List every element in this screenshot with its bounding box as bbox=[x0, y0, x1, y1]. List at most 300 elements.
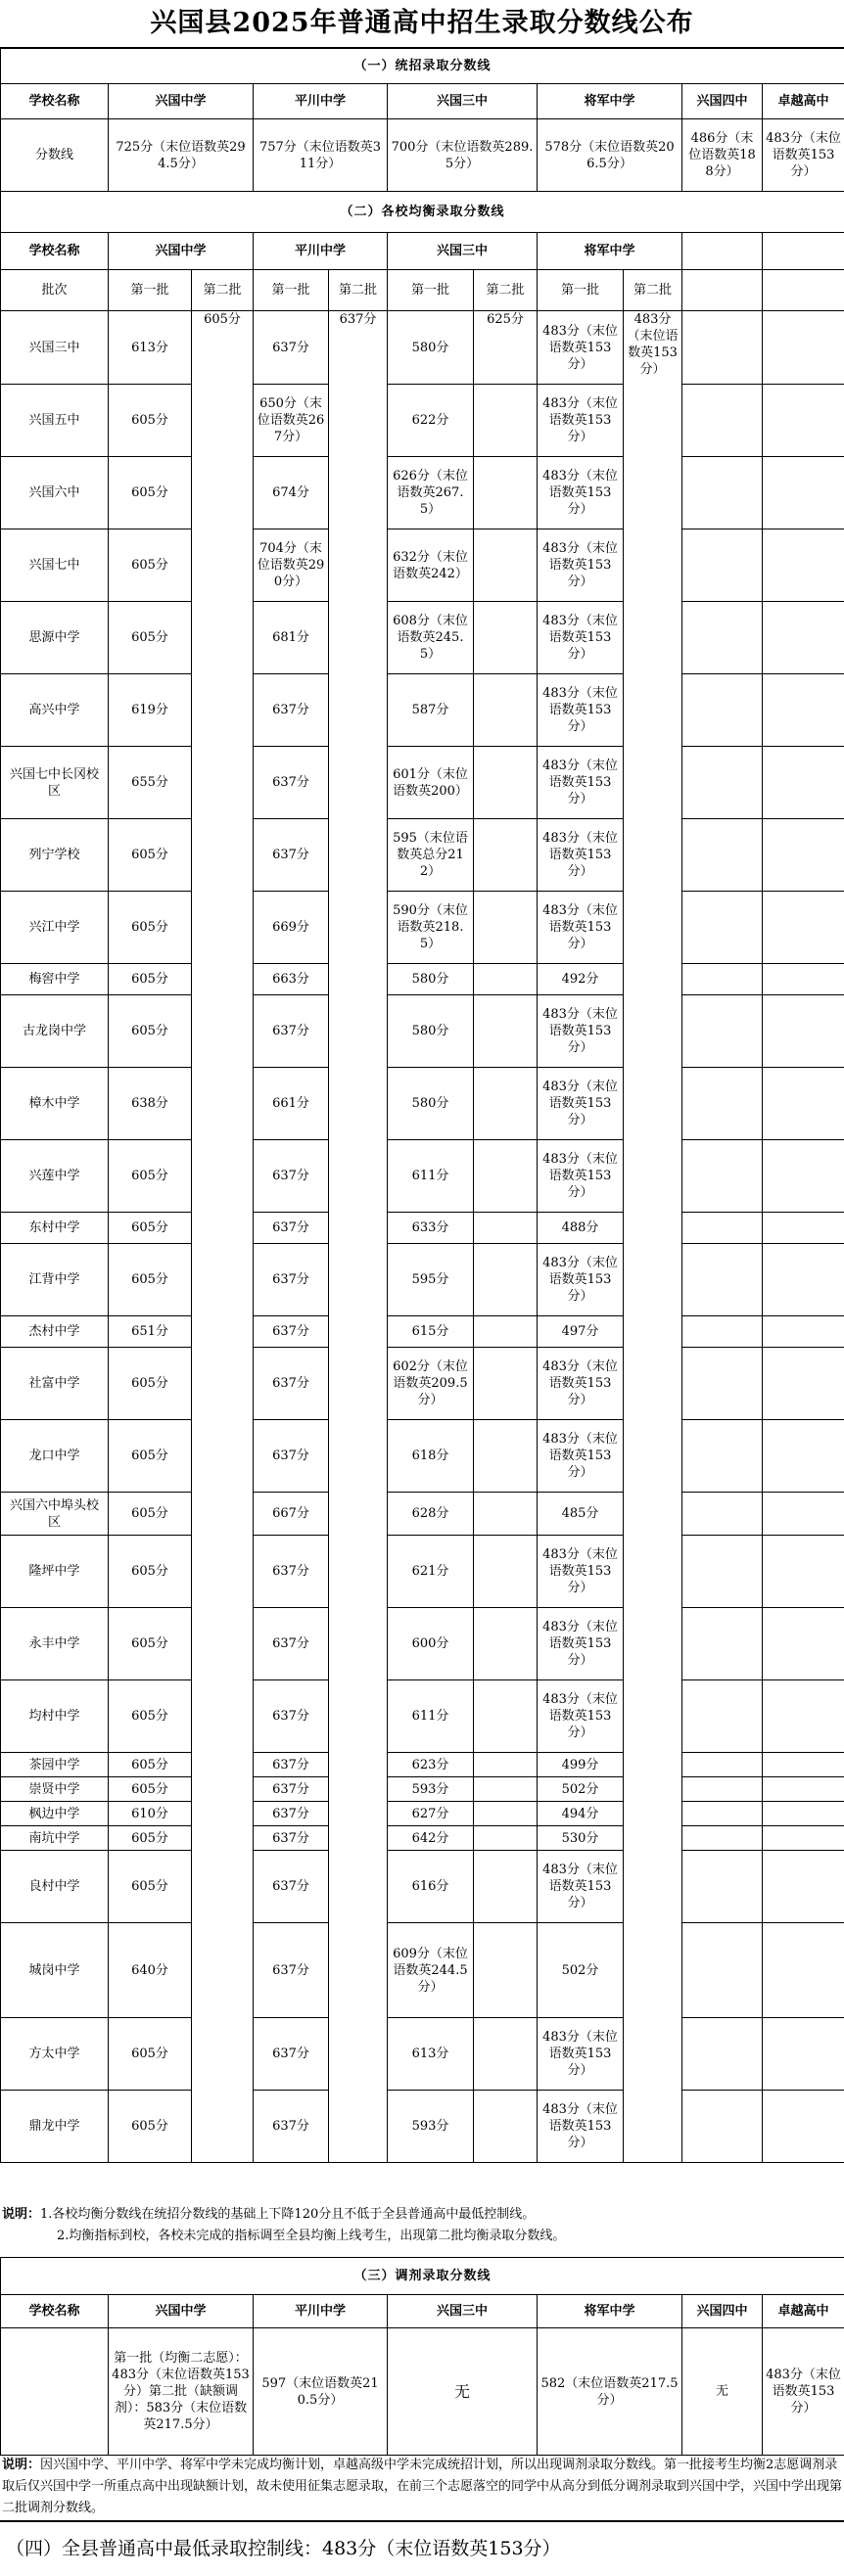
empty-cell bbox=[763, 233, 844, 270]
section1-table bbox=[0, 48, 844, 192]
empty-cell bbox=[682, 995, 763, 1068]
s3-batch2-score bbox=[474, 602, 538, 674]
s3-batch1-score: 628分 bbox=[388, 1493, 474, 1536]
empty-cell bbox=[763, 674, 844, 747]
row-school-name: 东村中学 bbox=[1, 1213, 109, 1244]
xgzx-batch1-score: 605分 bbox=[109, 457, 192, 529]
table-row bbox=[1, 674, 844, 747]
row-school-name: 南坑中学 bbox=[1, 1826, 109, 1851]
pczx-batch1-score: 637分 bbox=[254, 1348, 329, 1420]
s3-batch2-score bbox=[474, 1680, 538, 1753]
s3-batch2-score bbox=[474, 1536, 538, 1608]
table-row bbox=[1, 1213, 844, 1244]
table-row bbox=[1, 1851, 844, 1923]
table-row bbox=[1, 529, 844, 602]
xgzx-batch1-score: 605分 bbox=[109, 1777, 192, 1802]
xgzx-batch1-score: 605分 bbox=[109, 1680, 192, 1753]
s3-batch2-score: 625分 bbox=[474, 311, 538, 385]
score-cell: 483分（末位语数英153分） bbox=[763, 119, 844, 192]
s3-batch1-score: 615分 bbox=[388, 1316, 474, 1348]
pczx-batch1-score: 637分 bbox=[254, 995, 329, 1068]
school-name-header: 学校名称 bbox=[1, 2295, 109, 2328]
xgzx-batch1-score: 610分 bbox=[109, 1802, 192, 1826]
jjzx-batch1-score: 488分 bbox=[538, 1213, 624, 1244]
row-school-name: 枫边中学 bbox=[1, 1802, 109, 1826]
s3-batch1-score: 623分 bbox=[388, 1753, 474, 1777]
s3-batch2-score bbox=[474, 1777, 538, 1802]
batch1-label: 第一批 bbox=[109, 270, 192, 311]
empty-cell bbox=[682, 270, 763, 311]
table-row bbox=[1, 385, 844, 457]
empty-cell bbox=[1, 2328, 109, 2456]
xgzx-batch1-score: 605分 bbox=[109, 995, 192, 1068]
jjzx-batch1-score: 483分（末位语数英153分） bbox=[538, 602, 624, 674]
empty-cell bbox=[763, 270, 844, 311]
adjust-score-cell: 483分（末位语数英153分） bbox=[763, 2328, 844, 2456]
batch2-label: 第二批 bbox=[329, 270, 388, 311]
row-school-name: 城岗中学 bbox=[1, 1923, 109, 2018]
row-school-name: 兴国六中 bbox=[1, 457, 109, 529]
jjzx-batch1-score: 483分（末位语数英153分） bbox=[538, 385, 624, 457]
table-row bbox=[1, 747, 844, 819]
table-row bbox=[1, 1608, 844, 1680]
pczx-batch1-score: 637分 bbox=[254, 1140, 329, 1213]
empty-cell bbox=[763, 2018, 844, 2091]
empty-cell bbox=[763, 602, 844, 674]
empty-cell bbox=[763, 747, 844, 819]
row-school-name: 江背中学 bbox=[1, 1244, 109, 1316]
s3-batch1-score: 595分 bbox=[388, 1244, 474, 1316]
s3-batch1-score: 626分（末位语数英267.5） bbox=[388, 457, 474, 529]
xgzx-batch1-score: 605分 bbox=[109, 1826, 192, 1851]
pczx-batch1-score: 637分 bbox=[254, 819, 329, 892]
row-school-name: 方太中学 bbox=[1, 2018, 109, 2091]
row-school-name: 梅窖中学 bbox=[1, 964, 109, 995]
pczx-batch1-score: 637分 bbox=[254, 1923, 329, 2018]
empty-cell bbox=[763, 1536, 844, 1608]
table-row bbox=[1, 1826, 844, 1851]
pczx-batch1-score: 637分 bbox=[254, 1680, 329, 1753]
section3-note bbox=[0, 2455, 842, 2519]
school-name-header: 学校名称 bbox=[1, 84, 109, 119]
section2-title: （二）各校均衡录取分数线 bbox=[1, 192, 844, 233]
pczx-batch2-score: 637分 bbox=[329, 311, 388, 2163]
school-header: 兴国中学 bbox=[109, 2295, 254, 2328]
empty-cell bbox=[763, 1802, 844, 1826]
s3-batch1-score: 593分 bbox=[388, 1777, 474, 1802]
empty-cell bbox=[763, 1493, 844, 1536]
xgzx-batch2-score: 605分 bbox=[192, 311, 254, 2163]
empty-cell bbox=[682, 1244, 763, 1316]
jjzx-batch1-score: 483分（末位语数英153分） bbox=[538, 1536, 624, 1608]
empty-cell bbox=[682, 674, 763, 747]
s3-batch1-score: 580分 bbox=[388, 1068, 474, 1140]
score-cell: 725分（末位语数英294.5分） bbox=[109, 119, 254, 192]
note-line-2: 2.均衡指标到校，各校未完成的指标调至全县均衡上线考生，出现第二批均衡录取分数线。 bbox=[57, 2229, 566, 2243]
s3-batch2-score bbox=[474, 1213, 538, 1244]
table-row bbox=[1, 2091, 844, 2163]
row-school-name: 兴江中学 bbox=[1, 892, 109, 964]
xgzx-batch1-score: 605分 bbox=[109, 1851, 192, 1923]
school-header: 卓越高中 bbox=[763, 2295, 844, 2328]
empty-cell bbox=[763, 385, 844, 457]
jjzx-batch1-score: 483分（末位语数英153分） bbox=[538, 995, 624, 1068]
pczx-batch1-score: 650分（末位语数英267分） bbox=[254, 385, 329, 457]
s3-batch1-score: 621分 bbox=[388, 1536, 474, 1608]
jjzx-batch1-score: 483分（末位语数英153分） bbox=[538, 2018, 624, 2091]
s3-batch1-score: 601分（末位语数英200） bbox=[388, 747, 474, 819]
empty-cell bbox=[682, 747, 763, 819]
empty-cell bbox=[763, 1213, 844, 1244]
xgzx-batch1-score: 605分 bbox=[109, 1420, 192, 1493]
empty-cell bbox=[763, 819, 844, 892]
s3-batch1-score: 622分 bbox=[388, 385, 474, 457]
pczx-batch1-score: 637分 bbox=[254, 1536, 329, 1608]
xgzx-batch1-score: 605分 bbox=[109, 385, 192, 457]
jjzx-batch1-score: 502分 bbox=[538, 1923, 624, 2018]
xgzx-batch1-score: 605分 bbox=[109, 2018, 192, 2091]
s3-batch2-score bbox=[474, 892, 538, 964]
section2-note bbox=[0, 2204, 844, 2247]
s3-batch1-score: 595（末位语数英总分212） bbox=[388, 819, 474, 892]
jjzx-batch1-score: 485分 bbox=[538, 1493, 624, 1536]
jjzx-batch1-score: 483分（末位语数英153分） bbox=[538, 747, 624, 819]
empty-cell bbox=[682, 1068, 763, 1140]
empty-cell bbox=[763, 995, 844, 1068]
s3-batch2-score bbox=[474, 1420, 538, 1493]
jjzx-batch2-score: 483分（末位语数英153分） bbox=[624, 311, 682, 2163]
table-row bbox=[1, 602, 844, 674]
empty-cell bbox=[763, 1753, 844, 1777]
table-row bbox=[1, 1420, 844, 1493]
s3-batch1-score: 593分 bbox=[388, 2091, 474, 2163]
empty-cell bbox=[682, 1753, 763, 1777]
pczx-batch1-score: 637分 bbox=[254, 2091, 329, 2163]
empty-cell bbox=[763, 1140, 844, 1213]
s3-batch2-score bbox=[474, 964, 538, 995]
xgzx-batch1-score: 655分 bbox=[109, 747, 192, 819]
row-school-name: 龙口中学 bbox=[1, 1420, 109, 1493]
empty-cell bbox=[763, 1851, 844, 1923]
s3-batch2-score bbox=[474, 1753, 538, 1777]
s3-batch1-score: 580分 bbox=[388, 964, 474, 995]
empty-cell bbox=[682, 892, 763, 964]
batch2-label: 第二批 bbox=[192, 270, 254, 311]
empty-cell bbox=[682, 1802, 763, 1826]
table-row bbox=[1, 311, 844, 385]
score-cell: 486分（末位语数英188分） bbox=[682, 119, 763, 192]
note-label: 说明： bbox=[2, 2458, 41, 2472]
empty-cell bbox=[682, 529, 763, 602]
batch1-label: 第一批 bbox=[254, 270, 329, 311]
empty-cell bbox=[682, 964, 763, 995]
xgzx-batch1-score: 640分 bbox=[109, 1923, 192, 2018]
pczx-batch1-score: 637分 bbox=[254, 1244, 329, 1316]
s3-batch2-score bbox=[474, 1348, 538, 1420]
school-header: 兴国三中 bbox=[388, 2295, 538, 2328]
jjzx-batch1-score: 483分（末位语数英153分） bbox=[538, 1244, 624, 1316]
empty-cell bbox=[682, 2018, 763, 2091]
section2-table bbox=[0, 191, 844, 2163]
section1-title: （一）统招录取分数线 bbox=[1, 49, 844, 84]
school-header: 平川中学 bbox=[254, 2295, 388, 2328]
empty-cell bbox=[682, 1420, 763, 1493]
s3-batch1-score: 580分 bbox=[388, 995, 474, 1068]
table-row bbox=[1, 1140, 844, 1213]
batch2-label: 第二批 bbox=[474, 270, 538, 311]
s3-batch1-score: 602分（末位语数英209.5分） bbox=[388, 1348, 474, 1420]
score-cell: 757分（末位语数英311分） bbox=[254, 119, 388, 192]
s3-batch1-score: 611分 bbox=[388, 1140, 474, 1213]
jjzx-batch1-score: 483分（末位语数英153分） bbox=[538, 1420, 624, 1493]
xgzx-batch1-score: 605分 bbox=[109, 1608, 192, 1680]
s3-batch1-score: 642分 bbox=[388, 1826, 474, 1851]
s3-batch1-score: 627分 bbox=[388, 1802, 474, 1826]
xgzx-batch1-score: 605分 bbox=[109, 964, 192, 995]
row-school-name: 樟木中学 bbox=[1, 1068, 109, 1140]
school-header: 将军中学 bbox=[538, 84, 682, 119]
row-school-name: 杰村中学 bbox=[1, 1316, 109, 1348]
xgzx-batch1-score: 605分 bbox=[109, 1536, 192, 1608]
s3-batch2-score bbox=[474, 1244, 538, 1316]
score-cell: 578分（末位语数英206.5分） bbox=[538, 119, 682, 192]
pczx-batch1-score: 704分（末位语数英290分） bbox=[254, 529, 329, 602]
table-row bbox=[1, 995, 844, 1068]
empty-cell bbox=[682, 457, 763, 529]
empty-cell bbox=[682, 1680, 763, 1753]
s3-batch2-score bbox=[474, 1493, 538, 1536]
empty-cell bbox=[682, 602, 763, 674]
s3-batch1-score: 616分 bbox=[388, 1851, 474, 1923]
empty-cell bbox=[682, 2091, 763, 2163]
s3-batch1-score: 580分 bbox=[388, 311, 474, 385]
empty-cell bbox=[682, 1140, 763, 1213]
s3-batch2-score bbox=[474, 1140, 538, 1213]
batch1-label: 第一批 bbox=[388, 270, 474, 311]
table-row bbox=[1, 1923, 844, 2018]
empty-cell bbox=[682, 1493, 763, 1536]
empty-cell bbox=[682, 1213, 763, 1244]
row-school-name: 古龙岗中学 bbox=[1, 995, 109, 1068]
row-school-name: 兴国五中 bbox=[1, 385, 109, 457]
jjzx-batch1-score: 483分（末位语数英153分） bbox=[538, 457, 624, 529]
row-school-name: 良村中学 bbox=[1, 1851, 109, 1923]
jjzx-batch1-score: 530分 bbox=[538, 1826, 624, 1851]
s3-batch1-score: 633分 bbox=[388, 1213, 474, 1244]
empty-cell bbox=[763, 1316, 844, 1348]
empty-cell bbox=[763, 457, 844, 529]
empty-cell bbox=[763, 1348, 844, 1420]
row-school-name: 崇贤中学 bbox=[1, 1777, 109, 1802]
row-school-name: 高兴中学 bbox=[1, 674, 109, 747]
jjzx-batch1-score: 483分（末位语数英153分） bbox=[538, 529, 624, 602]
s3-batch1-score: 590分（末位语数英218.5） bbox=[388, 892, 474, 964]
s3-batch1-score: 587分 bbox=[388, 674, 474, 747]
row-school-name: 兴国七中长冈校区 bbox=[1, 747, 109, 819]
xgzx-batch1-score: 605分 bbox=[109, 1753, 192, 1777]
s3-batch2-score bbox=[474, 2091, 538, 2163]
table-row bbox=[1, 1753, 844, 1777]
score-cell: 700分（末位语数英289.5分） bbox=[388, 119, 538, 192]
row-school-name: 兴国六中埠头校区 bbox=[1, 1493, 109, 1536]
adjust-score-cell: 597（末位语数英210.5分） bbox=[254, 2328, 388, 2456]
empty-cell bbox=[763, 1680, 844, 1753]
s3-batch2-score bbox=[474, 1802, 538, 1826]
adjust-score-cell: 无 bbox=[682, 2328, 763, 2456]
empty-cell bbox=[763, 1420, 844, 1493]
empty-cell bbox=[682, 819, 763, 892]
jjzx-batch1-score: 483分（末位语数英153分） bbox=[538, 1851, 624, 1923]
jjzx-batch1-score: 499分 bbox=[538, 1753, 624, 1777]
school-header: 卓越高中 bbox=[763, 84, 844, 119]
jjzx-batch1-score: 483分（末位语数英153分） bbox=[538, 1680, 624, 1753]
row-school-name: 兴国七中 bbox=[1, 529, 109, 602]
note-text: 因兴国中学、平川中学、将军中学未完成均衡计划，卓越高级中学未完成统招计划，所以出现调剂录取分数线。第一批接考生均衡2志愿调剂录取后仅兴国中学一所重点高中出现缺额计划，故未使用征集志愿录取，在前三个志愿落空的同学中从高分到低分调剂录取到兴国中学，兴国中学出现第二批调剂分数线。 bbox=[2, 2458, 843, 2515]
empty-cell bbox=[682, 311, 763, 385]
xgzx-batch1-score: 605分 bbox=[109, 892, 192, 964]
empty-cell bbox=[763, 311, 844, 385]
xgzx-batch1-score: 605分 bbox=[109, 819, 192, 892]
row-school-name: 社富中学 bbox=[1, 1348, 109, 1420]
pczx-batch1-score: 637分 bbox=[254, 1316, 329, 1348]
empty-cell bbox=[763, 1608, 844, 1680]
s3-batch2-score bbox=[474, 1826, 538, 1851]
section3-table bbox=[0, 2257, 844, 2456]
row-school-name: 思源中学 bbox=[1, 602, 109, 674]
empty-cell bbox=[763, 1244, 844, 1316]
s3-batch2-score bbox=[474, 385, 538, 457]
pczx-batch1-score: 669分 bbox=[254, 892, 329, 964]
xgzx-batch1-score: 638分 bbox=[109, 1068, 192, 1140]
s3-batch1-score: 618分 bbox=[388, 1420, 474, 1493]
empty-cell bbox=[682, 233, 763, 270]
jjzx-batch1-score: 483分（末位语数英153分） bbox=[538, 1608, 624, 1680]
pczx-batch1-score: 667分 bbox=[254, 1493, 329, 1536]
s3-batch2-score bbox=[474, 1068, 538, 1140]
s3-batch1-score: 608分（末位语数英245.5） bbox=[388, 602, 474, 674]
s3-batch2-score bbox=[474, 747, 538, 819]
table-row bbox=[1, 1536, 844, 1608]
row-school-name: 均村中学 bbox=[1, 1680, 109, 1753]
table-row bbox=[1, 2018, 844, 2091]
empty-cell bbox=[682, 1316, 763, 1348]
school-header: 兴国四中 bbox=[682, 84, 763, 119]
empty-cell bbox=[682, 1536, 763, 1608]
jjzx-batch1-score: 483分（末位语数英153分） bbox=[538, 1068, 624, 1140]
s3-batch2-score bbox=[474, 674, 538, 747]
xgzx-batch1-score: 605分 bbox=[109, 602, 192, 674]
empty-cell bbox=[682, 1608, 763, 1680]
table-row bbox=[1, 1348, 844, 1420]
row-school-name: 列宁学校 bbox=[1, 819, 109, 892]
xgzx-batch1-score: 613分 bbox=[109, 311, 192, 385]
jjzx-batch1-score: 492分 bbox=[538, 964, 624, 995]
row-school-name: 兴莲中学 bbox=[1, 1140, 109, 1213]
school-header: 将军中学 bbox=[538, 2295, 682, 2328]
s3-batch2-score bbox=[474, 1851, 538, 1923]
xgzx-batch1-score: 605分 bbox=[109, 2091, 192, 2163]
school-header: 兴国三中 bbox=[388, 84, 538, 119]
table-row bbox=[1, 1777, 844, 1802]
jjzx-batch1-score: 502分 bbox=[538, 1777, 624, 1802]
pczx-batch1-score: 663分 bbox=[254, 964, 329, 995]
empty-cell bbox=[763, 1923, 844, 2018]
xgzx-batch1-score: 605分 bbox=[109, 1348, 192, 1420]
empty-cell bbox=[682, 1777, 763, 1802]
jjzx-batch1-score: 483分（末位语数英153分） bbox=[538, 1140, 624, 1213]
s3-batch2-score bbox=[474, 529, 538, 602]
xgzx-batch1-score: 605分 bbox=[109, 1213, 192, 1244]
pczx-batch1-score: 637分 bbox=[254, 311, 329, 385]
pczx-batch1-score: 661分 bbox=[254, 1068, 329, 1140]
s3-batch1-score: 613分 bbox=[388, 2018, 474, 2091]
table-row bbox=[1, 1802, 844, 1826]
pczx-batch1-score: 637分 bbox=[254, 1777, 329, 1802]
pczx-batch1-score: 637分 bbox=[254, 1802, 329, 1826]
empty-cell bbox=[763, 2091, 844, 2163]
empty-cell bbox=[682, 385, 763, 457]
adjust-score-cell: 582（末位语数英217.5分） bbox=[538, 2328, 682, 2456]
s3-batch1-score: 632分（末位语数英242） bbox=[388, 529, 474, 602]
pczx-batch1-score: 637分 bbox=[254, 1826, 329, 1851]
s3-batch2-score bbox=[474, 995, 538, 1068]
table-row bbox=[1, 1068, 844, 1140]
s3-batch2-score bbox=[474, 2018, 538, 2091]
row-school-name: 兴国三中 bbox=[1, 311, 109, 385]
xgzx-batch1-score: 605分 bbox=[109, 1244, 192, 1316]
xgzx-batch1-score: 605分 bbox=[109, 529, 192, 602]
jjzx-batch1-score: 497分 bbox=[538, 1316, 624, 1348]
table-row bbox=[1, 1680, 844, 1753]
jjzx-batch1-score: 483分（末位语数英153分） bbox=[538, 311, 624, 385]
table-row bbox=[1, 819, 844, 892]
empty-cell bbox=[763, 529, 844, 602]
jjzx-batch1-score: 483分（末位语数英153分） bbox=[538, 819, 624, 892]
xgzx-batch1-score: 651分 bbox=[109, 1316, 192, 1348]
table-row bbox=[1, 1244, 844, 1316]
empty-cell bbox=[682, 1348, 763, 1420]
school-header: 将军中学 bbox=[538, 233, 682, 270]
school-header: 兴国四中 bbox=[682, 2295, 763, 2328]
row-school-name: 鼎龙中学 bbox=[1, 2091, 109, 2163]
pczx-batch1-score: 637分 bbox=[254, 1851, 329, 1923]
pczx-batch1-score: 637分 bbox=[254, 747, 329, 819]
batch2-label: 第二批 bbox=[624, 270, 682, 311]
jjzx-batch1-score: 483分（末位语数英153分） bbox=[538, 2091, 624, 2163]
table-row bbox=[1, 964, 844, 995]
pczx-batch1-score: 637分 bbox=[254, 1753, 329, 1777]
table-row bbox=[1, 892, 844, 964]
empty-cell bbox=[763, 1068, 844, 1140]
s3-batch2-score bbox=[474, 1608, 538, 1680]
school-header: 兴国中学 bbox=[109, 233, 254, 270]
jjzx-batch1-score: 483分（末位语数英153分） bbox=[538, 1348, 624, 1420]
s3-batch1-score: 600分 bbox=[388, 1608, 474, 1680]
page-title: 兴国县2025年普通高中招生录取分数线公布 bbox=[150, 8, 694, 38]
jjzx-batch1-score: 483分（末位语数英153分） bbox=[538, 674, 624, 747]
s3-batch1-score: 611分 bbox=[388, 1680, 474, 1753]
empty-cell bbox=[763, 964, 844, 995]
pczx-batch1-score: 674分 bbox=[254, 457, 329, 529]
note-label: 说明： bbox=[2, 2207, 41, 2222]
s3-batch1-score: 609分（末位语数英244.5分） bbox=[388, 1923, 474, 2018]
school-header: 平川中学 bbox=[254, 233, 388, 270]
s3-batch2-score bbox=[474, 1923, 538, 2018]
school-header: 平川中学 bbox=[254, 84, 388, 119]
pczx-batch1-score: 637分 bbox=[254, 2018, 329, 2091]
row-school-name: 隆坪中学 bbox=[1, 1536, 109, 1608]
jjzx-batch1-score: 494分 bbox=[538, 1802, 624, 1826]
